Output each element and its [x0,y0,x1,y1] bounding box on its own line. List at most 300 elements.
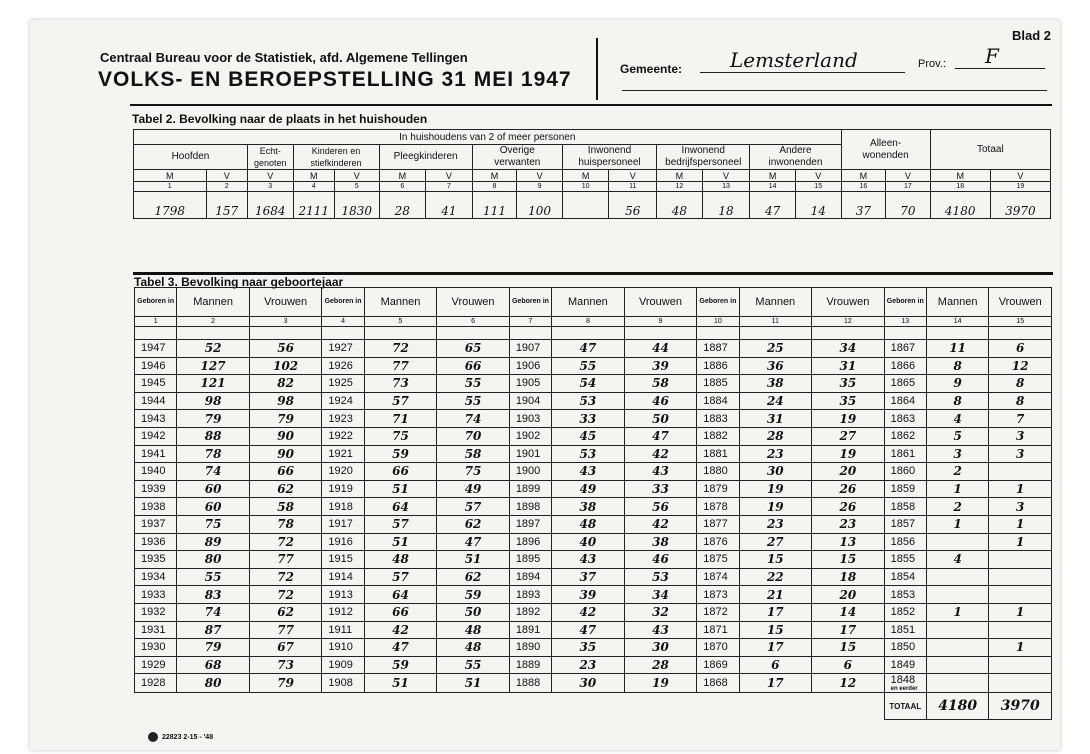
mannen-cell: 19 [739,480,812,498]
table3-colnum-cell: 10 [697,317,739,327]
mannen-cell [926,586,988,604]
mannen-cell: 66 [364,603,437,621]
vrouwen-cell: 15 [812,551,885,569]
birth-year-cell: 1874 [697,568,739,586]
vrouwen-cell [989,621,1052,639]
mannen-cell: 40 [552,533,625,551]
birth-year-cell: 1907 [509,340,551,358]
mannen-cell: 121 [177,375,250,393]
mannen-cell: 47 [552,621,625,639]
mannen-cell: 47 [364,639,437,657]
table2-mv-cell: M [750,170,796,182]
mannen-cell [926,568,988,586]
table2-value-cell: 28 [379,192,426,219]
mannen-cell: 68 [177,656,250,674]
vrouwen-cell: 62 [437,515,510,533]
vrouwen-cell: 49 [437,480,510,498]
vrouwen-cell: 32 [624,603,697,621]
table2-colnum-cell: 7 [426,182,473,192]
birth-year-cell: 1866 [884,357,926,375]
mannen-cell: 11 [926,340,988,358]
totaal-vrouwen: 3970 [989,693,1052,720]
mannen-cell: 74 [177,463,250,481]
vrouwen-cell: 46 [624,392,697,410]
mannen-cell: 43 [552,551,625,569]
birth-year-cell: 1931 [135,621,177,639]
vrouwen-cell: 26 [812,498,885,516]
bureau-name: Centraal Bureau voor de Statistiek, afd. Algemene Tellingen [100,50,468,65]
vrouwen-cell: 77 [249,621,322,639]
mannen-header: Mannen [926,288,988,317]
birth-year-cell: 1945 [135,375,177,393]
table2-colnum-cell: 11 [609,182,657,192]
birth-year-cell: 1862 [884,427,926,445]
table3-colnum-cell: 11 [739,317,812,327]
vrouwen-cell: 19 [812,410,885,428]
geboren-in-header: Geboren in [135,288,177,317]
vrouwen-cell: 62 [437,568,510,586]
table2-value-cell: 111 [472,192,517,219]
table2-mv-cell: M [657,170,703,182]
mannen-cell: 19 [739,498,812,516]
mannen-cell: 80 [177,551,250,569]
birth-year-cell: 1865 [884,375,926,393]
mannen-cell [926,639,988,657]
mannen-cell: 15 [739,621,812,639]
birth-year-cell: 1851 [884,621,926,639]
table3-spacer-cell [926,327,988,340]
mannen-cell: 87 [177,621,250,639]
table3-colnum-cell: 15 [989,317,1052,327]
mannen-cell: 78 [177,445,250,463]
mannen-cell: 59 [364,445,437,463]
table3-colnum-cell: 6 [437,317,510,327]
birth-year-cell: 1936 [135,533,177,551]
mannen-cell: 73 [364,375,437,393]
mannen-cell: 53 [552,392,625,410]
vrouwen-cell: 35 [812,375,885,393]
birth-year-cell: 1867 [884,340,926,358]
birth-year-cell: 1905 [509,375,551,393]
mannen-cell: 22 [739,568,812,586]
birth-year-cell: 1857 [884,515,926,533]
mannen-cell: 77 [364,357,437,375]
vrouwen-cell: 1 [989,533,1052,551]
birth-year-cell: 1944 [135,392,177,410]
table2-colnum-cell: 4 [293,182,334,192]
table3-spacer-cell [437,327,510,340]
vrouwen-cell: 20 [812,463,885,481]
table2-colnum-cell: 6 [379,182,426,192]
table3-colnum-cell: 2 [177,317,250,327]
table-row [135,551,1052,569]
vrouwen-cell: 50 [624,410,697,428]
vrouwen-cell: 48 [437,621,510,639]
birth-year-cell: 1858 [884,498,926,516]
mannen-cell: 3 [926,445,988,463]
mannen-cell: 8 [926,392,988,410]
mannen-cell: 59 [364,656,437,674]
mannen-cell: 17 [739,674,812,693]
table2-caption: Tabel 2. Bevolking naar de plaats in het huishouden [132,112,428,126]
mannen-header: Mannen [552,288,625,317]
table2-mv-cell: M [562,170,609,182]
mannen-cell: 38 [739,375,812,393]
birth-year-cell: 1852 [884,603,926,621]
table2-mv-cell: M [379,170,426,182]
table2-group-header: In huishoudens van 2 of meer personen [134,130,842,145]
vrouwen-cell: 72 [249,586,322,604]
birth-year-cell: 1928 [135,674,177,693]
vrouwen-cell: 102 [249,357,322,375]
birth-year-cell: 1925 [322,375,364,393]
mannen-cell: 80 [177,674,250,693]
table2-value-cell: 18 [702,192,750,219]
totaal-mannen: 4180 [926,693,988,720]
table3-colnum-cell: 13 [884,317,926,327]
mannen-cell: 6 [739,656,812,674]
table2-value-cell: 2111 [293,192,334,219]
mannen-cell: 25 [739,340,812,358]
birth-year-cell: 1904 [509,392,551,410]
birth-year-cell: 1902 [509,427,551,445]
table2-colnum-cell: 2 [206,182,247,192]
mannen-header: Mannen [739,288,812,317]
mannen-cell: 98 [177,392,250,410]
table2-colnum-cell: 13 [702,182,750,192]
table-row [135,445,1052,463]
vrouwen-cell: 8 [989,375,1052,393]
birth-year-cell: 1854 [884,568,926,586]
geboren-in-header: Geboren in [697,288,739,317]
table3-spacer-cell [249,327,322,340]
vrouwen-cell: 47 [437,533,510,551]
birth-year-cell: 1920 [322,463,364,481]
table3-spacer-cell [884,327,926,340]
table-row [135,533,1052,551]
birth-year-cell: 1863 [884,410,926,428]
geboren-in-header: Geboren in [322,288,364,317]
table2-value-cell: 1684 [247,192,293,219]
vrouwen-header: Vrouwen [249,288,322,317]
mannen-cell: 48 [552,515,625,533]
table2-colnum-cell: 9 [517,182,563,192]
mannen-cell: 75 [177,515,250,533]
vrouwen-cell: 73 [249,656,322,674]
mannen-cell: 2 [926,463,988,481]
vrouwen-cell: 66 [249,463,322,481]
birth-year-cell: 1872 [697,603,739,621]
vrouwen-cell: 42 [624,515,697,533]
table-row [135,498,1052,516]
birth-year-cell: 1889 [509,656,551,674]
vrouwen-header: Vrouwen [624,288,697,317]
en-eerder-note: en eerder [890,686,918,693]
birth-year-cell: 1879 [697,480,739,498]
table3-spacer-cell [177,327,250,340]
mannen-cell: 43 [552,463,625,481]
vrouwen-cell: 12 [812,674,885,693]
table2-mv-cell: V [517,170,563,182]
vrouwen-cell: 50 [437,603,510,621]
mannen-cell: 23 [739,515,812,533]
birth-year-cell: 1849 [884,656,926,674]
birth-year-cell: 1860 [884,463,926,481]
table3-spacer-cell [364,327,437,340]
table2-mv-cell: V [886,170,931,182]
mannen-cell: 42 [364,621,437,639]
birth-year-cell: 1859 [884,480,926,498]
birth-year-cell: 1887 [697,340,739,358]
table2-mv-cell: V [426,170,473,182]
geboren-in-header: Geboren in [884,288,926,317]
mannen-cell: 15 [739,551,812,569]
birth-year-cell: 1939 [135,480,177,498]
birth-year-cell: 1899 [509,480,551,498]
table2-colnum-cell: 17 [886,182,931,192]
header-rule [130,104,1052,106]
table-row [135,463,1052,481]
birth-year-cell: 1911 [322,621,364,639]
table2-value-cell: 1798 [134,192,207,219]
table2-value-cell: 157 [206,192,247,219]
mannen-cell: 72 [364,340,437,358]
col-echtgenoten: Echt- genoten [247,145,293,170]
birth-year-cell: 1933 [135,586,177,604]
mannen-cell: 55 [552,357,625,375]
birth-year-cell: 1892 [509,603,551,621]
vrouwen-cell: 62 [249,603,322,621]
table2-mv-cell: V [795,170,841,182]
table-row [135,674,1052,693]
vrouwen-cell: 39 [624,357,697,375]
vrouwen-cell: 47 [624,427,697,445]
table3-colnum-cell: 1 [135,317,177,327]
table-row [135,480,1052,498]
vrouwen-cell: 34 [624,586,697,604]
birth-year-cell: 1938 [135,498,177,516]
form-title: VOLKS- EN BEROEPSTELLING 31 MEI 1947 [98,68,572,91]
vrouwen-cell [989,568,1052,586]
vrouwen-cell: 74 [437,410,510,428]
table-row [135,375,1052,393]
birth-year-cell: 1855 [884,551,926,569]
vrouwen-cell: 30 [624,639,697,657]
table2-colnum-cell: 19 [990,182,1050,192]
mannen-cell: 55 [177,568,250,586]
table2-value-cell: 100 [517,192,563,219]
table2-colnum-cell: 1 [134,182,207,192]
birth-year-cell: 1856 [884,533,926,551]
table2-colnum-cell: 5 [334,182,379,192]
mannen-cell: 17 [739,639,812,657]
mannen-cell [926,621,988,639]
vrouwen-cell: 66 [437,357,510,375]
birth-year-cell: 1895 [509,551,551,569]
vrouwen-cell: 1 [989,480,1052,498]
vrouwen-cell: 67 [249,639,322,657]
table2-value-cell: 70 [886,192,931,219]
birth-year-cell: 1915 [322,551,364,569]
vrouwen-cell: 17 [812,621,885,639]
vrouwen-cell: 78 [249,515,322,533]
birth-year-cell: 1908 [322,674,364,693]
birth-year-cell: 1923 [322,410,364,428]
birth-year-cell: 1877 [697,515,739,533]
vrouwen-cell: 38 [624,533,697,551]
birth-year-cell: 1946 [135,357,177,375]
birth-year-cell: 1935 [135,551,177,569]
table3-colnum-cell: 8 [552,317,625,327]
vrouwen-cell [989,674,1052,693]
mannen-cell: 74 [177,603,250,621]
birth-year-cell: 1888 [509,674,551,693]
vrouwen-header: Vrouwen [812,288,885,317]
vrouwen-cell: 3 [989,498,1052,516]
mannen-cell: 35 [552,639,625,657]
table-row [135,639,1052,657]
birth-year-cell: 1929 [135,656,177,674]
birth-year-cell: 1898 [509,498,551,516]
vrouwen-cell: 51 [437,674,510,693]
vrouwen-cell: 65 [437,340,510,358]
table-row [135,621,1052,639]
birth-year-cell: 1909 [322,656,364,674]
vrouwen-cell: 13 [812,533,885,551]
table3-colnum-cell: 3 [249,317,322,327]
vrouwen-cell: 26 [812,480,885,498]
mannen-cell: 28 [739,427,812,445]
mannen-cell: 89 [177,533,250,551]
table-row [135,392,1052,410]
vrouwen-cell: 79 [249,674,322,693]
mannen-cell: 83 [177,586,250,604]
mannen-cell: 1 [926,603,988,621]
vrouwen-cell: 7 [989,410,1052,428]
mannen-cell: 24 [739,392,812,410]
birth-year-cell: 1916 [322,533,364,551]
vrouwen-cell: 44 [624,340,697,358]
mannen-cell: 79 [177,410,250,428]
vrouwen-cell: 28 [624,656,697,674]
birth-year-cell: 1871 [697,621,739,639]
birth-year-cell: 1886 [697,357,739,375]
birth-year-cell: 1876 [697,533,739,551]
vrouwen-cell: 75 [437,463,510,481]
vrouwen-cell: 59 [437,586,510,604]
gemeente-label: Gemeente: [620,62,683,76]
table2-value-cell: 56 [609,192,657,219]
vrouwen-cell: 20 [812,586,885,604]
mannen-cell: 17 [739,603,812,621]
mannen-cell: 127 [177,357,250,375]
birth-year-cell: 1884 [697,392,739,410]
birth-year-cell: 1868 [697,674,739,693]
birth-year-cell: 1882 [697,427,739,445]
vrouwen-cell [989,463,1052,481]
mannen-cell: 27 [739,533,812,551]
vrouwen-cell: 43 [624,463,697,481]
vrouwen-cell: 72 [249,568,322,586]
table-row [135,410,1052,428]
birth-year-cell: 1873 [697,586,739,604]
table2-value-cell [562,192,609,219]
mannen-header: Mannen [177,288,250,317]
birth-year-cell: 1922 [322,427,364,445]
col-andere: Andere inwonenden [750,145,841,170]
table2-mv-cell: M [134,170,207,182]
table3-colnum-cell: 9 [624,317,697,327]
vrouwen-cell: 55 [437,656,510,674]
birth-year-cell: 1930 [135,639,177,657]
birth-year-cell: 1885 [697,375,739,393]
table2-colnum-cell: 3 [247,182,293,192]
birth-year-cell: 1903 [509,410,551,428]
vrouwen-cell: 58 [624,375,697,393]
mannen-cell: 64 [364,586,437,604]
vrouwen-header: Vrouwen [989,288,1052,317]
vrouwen-cell: 55 [437,392,510,410]
table-row [135,515,1052,533]
mannen-cell: 2 [926,498,988,516]
birth-year-cell: 1941 [135,445,177,463]
vrouwen-cell: 27 [812,427,885,445]
col-hoofden: Hoofden [134,145,248,170]
vrouwen-cell: 79 [249,410,322,428]
table2-value-cell: 3970 [990,192,1050,219]
mannen-cell: 57 [364,568,437,586]
table2-mv-cell: M [293,170,334,182]
mannen-cell: 31 [739,410,812,428]
vrouwen-cell: 72 [249,533,322,551]
vrouwen-cell [989,551,1052,569]
vrouwen-cell: 43 [624,621,697,639]
mannen-cell: 5 [926,427,988,445]
vrouwen-cell: 6 [812,656,885,674]
table2-colnum-cell: 15 [795,182,841,192]
birth-year-cell: 1890 [509,639,551,657]
birth-year-cell: 1943 [135,410,177,428]
mannen-cell [926,533,988,551]
birth-year-cell: 1924 [322,392,364,410]
gemeente-line [700,72,905,73]
table3-spacer-cell [322,327,364,340]
table2-value-cell: 14 [795,192,841,219]
table3-colnum-cell: 14 [926,317,988,327]
table2-value-cell: 47 [750,192,796,219]
mannen-cell: 47 [552,340,625,358]
table2-alleen-header: Alleen- wonenden [841,130,930,170]
table2-colnum-cell: 16 [841,182,886,192]
vrouwen-cell: 55 [437,375,510,393]
mannen-cell: 51 [364,674,437,693]
prov-label: Prov.: [918,58,946,70]
vrouwen-cell: 90 [249,427,322,445]
birth-year-cell: 1850 [884,639,926,657]
birth-year-cell: 1880 [697,463,739,481]
vrouwen-cell: 23 [812,515,885,533]
table3 [134,287,1052,720]
table2-colnum-cell: 10 [562,182,609,192]
table3-caption: Tabel 3. Bevolking naar geboortejaar [134,275,344,289]
birth-year-cell: 1926 [322,357,364,375]
gemeente-value: Lemsterland [730,48,858,72]
birth-year-cell: 1940 [135,463,177,481]
footer-code: 22823 2-15 - '48 [162,733,214,741]
mannen-cell: 53 [552,445,625,463]
birth-year-cell: 1927 [322,340,364,358]
table-row [135,340,1052,358]
